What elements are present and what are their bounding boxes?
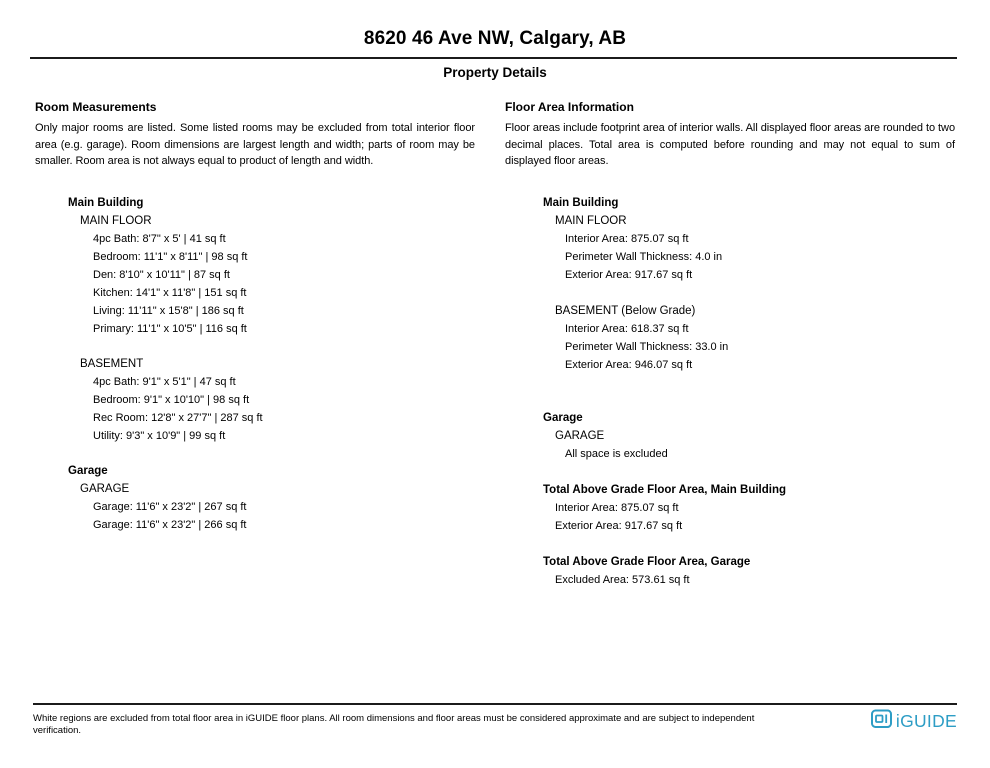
- room-measurement: Garage: 11'6" x 23'2" | 266 sq ft: [93, 518, 247, 531]
- building-main-building: [35, 194, 475, 445]
- total-detail: Interior Area: 875.07 sq ft: [555, 501, 679, 514]
- room-measurement: Bedroom: 11'1" x 8'11" | 98 sq ft: [93, 250, 248, 263]
- iguide-logo: [870, 708, 957, 734]
- area-detail: All space is excluded: [565, 447, 668, 460]
- building-heading: Main Building: [543, 196, 619, 209]
- floor-area-heading: Floor Area Information: [505, 100, 634, 114]
- area-detail: Perimeter Wall Thickness: 4.0 in: [565, 250, 723, 263]
- footer-divider: [33, 703, 957, 705]
- total-detail: Exterior Area: 917.67 sq ft: [555, 519, 683, 532]
- content-columns: [0, 100, 990, 589]
- building-main-building: [505, 194, 955, 374]
- room-measurements-heading: Room Measurements: [35, 100, 157, 114]
- building-heading: Garage: [68, 464, 108, 477]
- floor-basement-below-grade: [505, 302, 955, 374]
- room-measurement: Den: 8'10" x 10'11" | 87 sq ft: [93, 268, 230, 281]
- room-measurement: Rec Room: 12'8" x 27'7" | 287 sq ft: [93, 411, 263, 424]
- room-measurement: 4pc Bath: 9'1" x 5'1" | 47 sq ft: [93, 375, 236, 388]
- floor-heading: MAIN FLOOR: [80, 214, 152, 227]
- total-above-grade-main-building: [505, 481, 955, 535]
- room-measurement: Bedroom: 9'1" x 10'10" | 98 sq ft: [93, 393, 250, 406]
- page-title: 8620 46 Ave NW, Calgary, AB: [363, 28, 627, 49]
- building-heading: Main Building: [68, 196, 144, 209]
- floor-heading: BASEMENT (Below Grade): [555, 304, 696, 317]
- building-garage: [505, 409, 955, 463]
- disclaimer-text: White regions are excluded from total floor area in iGUIDE floor plans. All room dimensions and floor areas must be considered approximate and are subject to independent verification.: [33, 713, 755, 736]
- floor-basement: [35, 355, 475, 445]
- room-measurement: 4pc Bath: 8'7" x 5' | 41 sq ft: [93, 232, 226, 245]
- iguide-logo-text: iGUIDE: [895, 711, 957, 731]
- building-garage: [35, 462, 475, 534]
- room-measurement: Utility: 9'3" x 10'9" | 99 sq ft: [93, 429, 226, 442]
- room-measurements-groups: [35, 194, 475, 534]
- floor-main-floor: [35, 212, 475, 338]
- room-measurement: Living: 11'11" x 15'8" | 186 sq ft: [93, 304, 244, 317]
- page-header: [0, 0, 990, 81]
- room-measurement: Kitchen: 14'1" x 11'8" | 151 sq ft: [93, 286, 247, 299]
- floor-garage: [35, 480, 475, 534]
- floor-main-floor: [505, 212, 955, 284]
- floor-area-groups: [505, 194, 955, 589]
- page-footer: [33, 703, 957, 737]
- iguide-logo-icon: [870, 708, 893, 734]
- title-divider: [30, 57, 957, 59]
- floor-area-description: Floor areas include footprint area of interior walls. All displayed floor areas are rounded to two decimal places. Total area is computed before rounding and may not equal to sum of displayed floor areas.: [505, 122, 956, 168]
- floor-heading: BASEMENT: [80, 357, 144, 370]
- floor-heading: GARAGE: [80, 482, 130, 495]
- area-detail: Interior Area: 875.07 sq ft: [565, 232, 689, 245]
- total-detail: Excluded Area: 573.61 sq ft: [555, 573, 690, 586]
- floor-area-information-section: [505, 100, 955, 589]
- total-heading: Total Above Grade Floor Area, Garage: [543, 555, 751, 568]
- room-measurements-description: Only major rooms are listed. Some listed rooms may be excluded from total interior floor area (e.g. garage). Room dimensions are largest length and width; parts of room may be smaller. Room area is not always equal to product of length and width.: [35, 122, 475, 168]
- room-measurement: Garage: 11'6" x 23'2" | 267 sq ft: [93, 500, 247, 513]
- floor-garage: [505, 427, 955, 463]
- page-subtitle: Property Details: [443, 65, 547, 80]
- area-detail: Perimeter Wall Thickness: 33.0 in: [565, 340, 729, 353]
- floor-heading: MAIN FLOOR: [555, 214, 627, 227]
- building-heading: Garage: [543, 411, 583, 424]
- total-heading: Total Above Grade Floor Area, Main Building: [543, 483, 787, 496]
- area-detail: Exterior Area: 946.07 sq ft: [565, 358, 693, 371]
- area-detail: Interior Area: 618.37 sq ft: [565, 322, 689, 335]
- room-measurements-section: [35, 100, 475, 589]
- room-measurement: Primary: 11'1" x 10'5" | 116 sq ft: [93, 322, 247, 335]
- total-above-grade-garage: [505, 553, 955, 589]
- floor-heading: GARAGE: [555, 429, 605, 442]
- area-detail: Exterior Area: 917.67 sq ft: [565, 268, 693, 281]
